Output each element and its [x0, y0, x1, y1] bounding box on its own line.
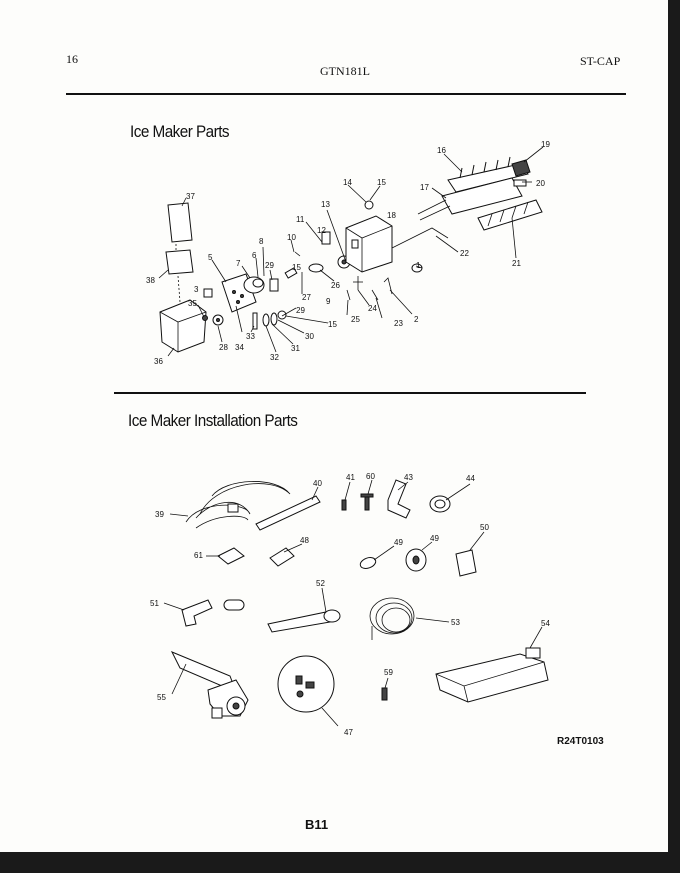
callout-20: 20 [536, 179, 545, 188]
callout-27: 27 [302, 293, 311, 302]
part-54-ice-tray [436, 648, 548, 702]
callout-15b: 15 [292, 263, 301, 272]
page-number: 16 [66, 52, 78, 66]
header-code: ST-CAP [580, 54, 621, 68]
callout-53: 53 [451, 618, 460, 627]
callout-9: 9 [326, 297, 331, 306]
callout-34: 34 [235, 343, 244, 352]
callout-24: 24 [368, 304, 377, 313]
part-53-water-line [370, 598, 414, 640]
callout-55: 55 [157, 693, 166, 702]
callout-31: 31 [291, 344, 300, 353]
page-id: B11 [305, 817, 329, 832]
callout-44: 44 [466, 474, 475, 483]
part-50-block [456, 550, 476, 576]
reference-code: R24T0103 [557, 736, 604, 747]
callout-1: 1 [416, 261, 421, 270]
callout-15c: 15 [328, 320, 337, 329]
section-title-ice-maker-parts: Ice Maker Parts [130, 122, 230, 141]
callout-40: 40 [313, 479, 322, 488]
callout-29b: 29 [296, 306, 305, 315]
callout-14: 14 [343, 178, 352, 187]
callout-2: 2 [414, 315, 419, 324]
callout-41: 41 [346, 473, 355, 482]
installation-drawing [172, 480, 548, 718]
model-number: GTN181L [320, 64, 370, 78]
callout-54: 54 [541, 619, 550, 628]
callout-3: 3 [194, 285, 199, 294]
callout-43: 43 [404, 473, 413, 482]
callout-21: 21 [512, 259, 521, 268]
callout-48: 48 [300, 536, 309, 545]
callout-23: 23 [394, 319, 403, 328]
callout-51: 51 [150, 599, 159, 608]
callout-39: 39 [155, 510, 164, 519]
section-title-installation-parts: Ice Maker Installation Parts [128, 411, 298, 430]
part-43-bracket [388, 480, 410, 518]
callout-7: 7 [236, 259, 241, 268]
callout-61: 61 [194, 551, 203, 560]
callout-38: 38 [146, 276, 155, 285]
callout-35: 35 [188, 299, 197, 308]
callout-47: 47 [344, 728, 353, 737]
part-40-strip [256, 496, 320, 530]
callout-25: 25 [351, 315, 360, 324]
callout-60: 60 [366, 472, 375, 481]
part-51-fitting [182, 600, 212, 626]
callout-28: 28 [219, 343, 228, 352]
callout-49a: 49 [394, 538, 403, 547]
callout-22: 22 [460, 249, 469, 258]
callout-18: 18 [387, 211, 396, 220]
callout-17: 17 [420, 183, 429, 192]
part-29-switch [270, 279, 278, 291]
callout-15: 15 [377, 178, 386, 187]
callout-50: 50 [480, 523, 489, 532]
part-55-water-valve [172, 652, 248, 718]
part-37-shape [168, 203, 192, 242]
callout-49b: 49 [430, 534, 439, 543]
callout-5: 5 [208, 253, 213, 262]
callout-32: 32 [270, 353, 279, 362]
callout-16: 16 [437, 146, 446, 155]
callout-59: 59 [384, 668, 393, 677]
callout-10: 10 [287, 233, 296, 242]
callout-33: 33 [246, 332, 255, 341]
callout-26: 26 [331, 281, 340, 290]
callout-36: 36 [154, 357, 163, 366]
callout-13: 13 [321, 200, 330, 209]
callout-30: 30 [305, 332, 314, 341]
part-38-shape [166, 250, 193, 274]
callout-12: 12 [317, 226, 326, 235]
callout-8: 8 [259, 237, 264, 246]
callout-11: 11 [296, 215, 305, 224]
callout-52: 52 [316, 579, 325, 588]
part-3-shape [204, 289, 212, 297]
callout-6: 6 [252, 251, 257, 260]
callout-19: 19 [541, 140, 550, 149]
callout-37: 37 [186, 192, 195, 201]
part-52-fill-tube [268, 612, 330, 632]
callout-29: 29 [265, 261, 274, 270]
